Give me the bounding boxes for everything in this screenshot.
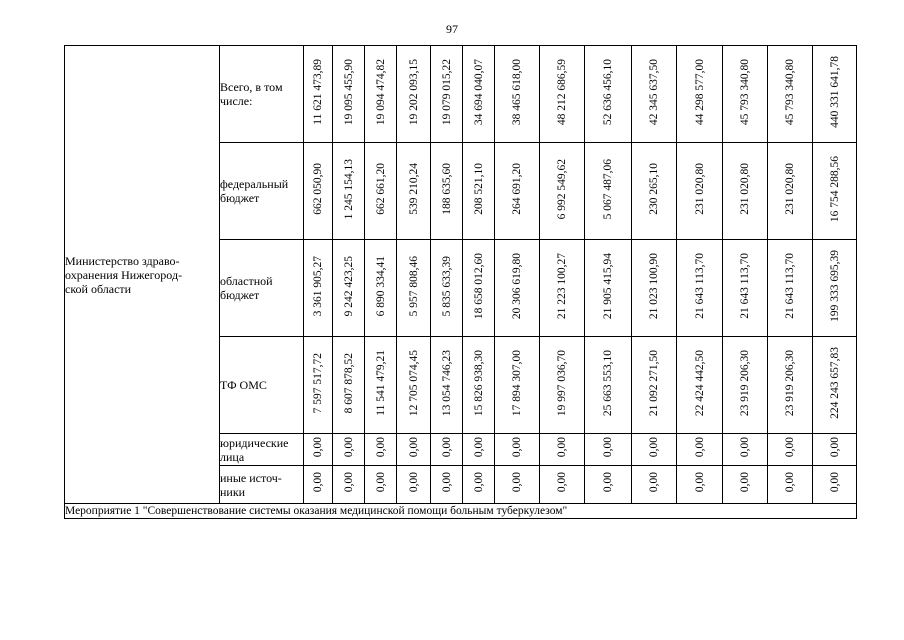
value-cell (333, 143, 365, 240)
value-text: 0,00 (739, 437, 751, 458)
value-text: 38 465 618,00 (511, 58, 523, 126)
value-text: 7 597 517,72 (312, 352, 324, 414)
value-cell (813, 434, 857, 466)
value-cell (632, 434, 677, 466)
value-cell (723, 46, 768, 143)
value-cell (723, 434, 768, 466)
value-text: 23 919 206,30 (784, 349, 796, 417)
financing-table (64, 45, 857, 519)
value-text: 11 621 473,89 (312, 59, 324, 125)
funding-source-line: Всего, в том (220, 80, 283, 94)
value-cell (463, 46, 495, 143)
value-text: 11 541 479,21 (374, 350, 387, 416)
value-text: 0,00 (342, 472, 355, 493)
funding-source-label (220, 143, 304, 240)
value-cell (304, 466, 333, 504)
value-cell (365, 337, 397, 434)
value-cell (333, 46, 365, 143)
value-cell (768, 143, 813, 240)
value-cell (723, 466, 768, 504)
value-text: 0,00 (602, 472, 614, 493)
funding-source-line: лица (220, 449, 245, 464)
value-text: 5 835 633,39 (440, 255, 453, 317)
value-cell (431, 143, 463, 240)
value-cell (495, 46, 540, 143)
value-cell (813, 240, 857, 337)
value-text: 0,00 (556, 437, 568, 458)
value-cell (585, 143, 632, 240)
table-row (65, 46, 857, 143)
value-text: 19 094 474,82 (374, 58, 387, 126)
value-cell (768, 434, 813, 466)
value-text: 19 997 036,70 (556, 349, 568, 417)
value-text: 0,00 (828, 472, 841, 493)
value-text: 0,00 (784, 472, 796, 493)
funding-source-line: бюджет (220, 288, 260, 302)
value-text: 208 521,10 (472, 163, 485, 215)
value-cell (333, 466, 365, 504)
value-cell (677, 143, 723, 240)
value-text: 21 643 113,70 (784, 253, 796, 319)
value-cell (723, 240, 768, 337)
organization-cell (65, 46, 220, 504)
value-text: 0,00 (472, 437, 485, 458)
value-text: 0,00 (312, 437, 324, 458)
value-cell (463, 240, 495, 337)
value-cell (813, 337, 857, 434)
value-text: 22 424 442,50 (693, 349, 706, 417)
value-cell (333, 434, 365, 466)
value-text: 230 265,10 (648, 163, 660, 215)
value-cell (632, 143, 677, 240)
funding-source-line: юридические (220, 435, 289, 450)
value-text: 48 212 686,59 (556, 58, 568, 126)
value-text: 21 905 415,94 (602, 252, 614, 320)
value-cell (495, 337, 540, 434)
value-cell (365, 143, 397, 240)
value-cell (397, 337, 431, 434)
organization-line: ской области (65, 281, 132, 296)
value-cell (333, 240, 365, 337)
value-cell (495, 143, 540, 240)
value-cell (431, 434, 463, 466)
funding-source-label (220, 466, 304, 504)
value-text: 539 210,24 (407, 163, 420, 215)
value-cell (463, 466, 495, 504)
value-text: 16 754 288,56 (828, 155, 841, 223)
funding-source-line: областной (220, 274, 273, 288)
value-cell (723, 143, 768, 240)
value-cell (495, 434, 540, 466)
funding-source-line: ТФ ОМС (220, 378, 267, 392)
funding-source-line: иные источ- (220, 470, 282, 485)
funding-source-line: бюджет (220, 191, 260, 205)
value-text: 17 894 307,00 (511, 349, 523, 417)
value-text: 662 050,90 (312, 163, 324, 215)
value-cell (768, 466, 813, 504)
value-text: 0,00 (374, 472, 387, 493)
value-cell (768, 240, 813, 337)
value-cell (365, 240, 397, 337)
value-text: 34 694 040,07 (472, 58, 485, 126)
value-text: 0,00 (739, 472, 751, 493)
value-cell (813, 46, 857, 143)
organization-line: охранения Нижегород- (65, 267, 183, 282)
value-cell (365, 434, 397, 466)
value-cell (585, 46, 632, 143)
value-text: 0,00 (784, 437, 796, 458)
value-cell (463, 434, 495, 466)
value-text: 25 663 553,10 (602, 349, 614, 417)
value-cell (397, 143, 431, 240)
value-text: 0,00 (602, 437, 614, 458)
value-cell (304, 337, 333, 434)
value-cell (632, 46, 677, 143)
funding-source-label (220, 240, 304, 337)
value-cell (677, 337, 723, 434)
value-text: 12 705 074,45 (407, 349, 420, 417)
value-cell (813, 143, 857, 240)
value-text: 21 643 113,70 (693, 253, 706, 319)
value-cell (540, 466, 585, 504)
value-cell (677, 46, 723, 143)
footer-row (65, 504, 857, 519)
value-cell (585, 337, 632, 434)
value-cell (495, 240, 540, 337)
value-text: 231 020,80 (693, 163, 706, 215)
value-cell (365, 466, 397, 504)
value-text: 0,00 (407, 472, 420, 493)
value-text: 0,00 (374, 437, 387, 458)
value-text: 1 245 154,13 (342, 158, 355, 220)
value-text: 231 020,80 (739, 163, 751, 215)
value-cell (723, 337, 768, 434)
funding-source-label (220, 337, 304, 434)
value-cell (677, 240, 723, 337)
value-text: 19 079 015,22 (440, 58, 453, 126)
value-text: 42 345 637,50 (648, 58, 660, 126)
value-cell (333, 337, 365, 434)
value-text: 45 793 340,80 (784, 58, 796, 126)
value-text: 20 306 619,80 (511, 252, 523, 320)
value-cell (365, 46, 397, 143)
value-cell (585, 434, 632, 466)
value-text: 8 607 878,52 (342, 352, 355, 414)
value-text: 188 635,60 (440, 163, 453, 215)
funding-source-line: числе: (220, 94, 253, 108)
value-text: 5 067 487,06 (602, 158, 614, 220)
value-cell (463, 337, 495, 434)
value-cell (495, 466, 540, 504)
value-cell (540, 337, 585, 434)
value-text: 0,00 (472, 472, 485, 493)
value-text: 0,00 (693, 472, 706, 493)
value-cell (632, 466, 677, 504)
value-text: 5 957 808,46 (407, 255, 420, 317)
value-text: 0,00 (828, 437, 841, 458)
value-cell (632, 337, 677, 434)
organization-line: Министерство здраво- (65, 253, 180, 268)
value-text: 0,00 (342, 437, 355, 458)
value-cell (540, 434, 585, 466)
value-cell (304, 143, 333, 240)
value-text: 15 826 938,30 (472, 349, 485, 417)
value-cell (632, 240, 677, 337)
value-cell (585, 466, 632, 504)
value-text: 6 890 334,41 (374, 255, 387, 317)
value-cell (540, 143, 585, 240)
value-text: 44 298 577,00 (693, 58, 706, 126)
value-cell (397, 466, 431, 504)
value-cell (304, 240, 333, 337)
value-cell (813, 466, 857, 504)
value-text: 23 919 206,30 (739, 349, 751, 417)
value-cell (431, 466, 463, 504)
value-text: 21 643 113,70 (739, 253, 751, 319)
value-text: 18 658 012,60 (472, 252, 485, 320)
page-number: 97 (446, 22, 458, 36)
value-text: 19 202 093,15 (407, 58, 420, 126)
funding-source-line: федеральный (220, 177, 289, 191)
value-text: 0,00 (440, 437, 453, 458)
value-text: 13 054 746,23 (440, 349, 453, 417)
value-cell (677, 434, 723, 466)
value-text: 199 333 695,39 (828, 250, 841, 322)
funding-source-label (220, 46, 304, 143)
measure-title: Мероприятие 1 "Совершенствование системы оказания медицинской помощи больным туберкулезом" (65, 504, 857, 519)
value-cell (431, 46, 463, 143)
value-text: 0,00 (440, 472, 453, 493)
value-text: 45 793 340,80 (739, 58, 751, 126)
value-text: 19 095 455,90 (342, 58, 355, 126)
value-text: 0,00 (648, 437, 660, 458)
value-cell (463, 143, 495, 240)
value-text: 52 636 456,10 (602, 58, 614, 126)
value-text: 662 661,20 (374, 163, 387, 215)
value-cell (397, 240, 431, 337)
funding-source-line: ники (220, 484, 246, 499)
value-text: 0,00 (693, 437, 706, 458)
value-cell (304, 46, 333, 143)
value-cell (768, 337, 813, 434)
value-text: 9 242 423,25 (342, 255, 355, 317)
value-text: 21 223 100,27 (556, 252, 568, 320)
value-cell (304, 434, 333, 466)
value-text: 3 361 905,27 (312, 255, 324, 317)
value-text: 0,00 (312, 472, 324, 493)
value-cell (540, 240, 585, 337)
value-cell (397, 46, 431, 143)
value-text: 231 020,80 (784, 163, 796, 215)
value-cell (585, 240, 632, 337)
value-cell (540, 46, 585, 143)
value-text: 6 992 549,62 (556, 158, 568, 220)
value-text: 21 023 100,90 (648, 252, 660, 320)
funding-source-label (220, 434, 304, 466)
value-text: 0,00 (556, 472, 568, 493)
value-text: 0,00 (648, 472, 660, 493)
value-cell (431, 240, 463, 337)
value-text: 0,00 (407, 437, 420, 458)
value-text: 0,00 (511, 472, 523, 493)
value-text: 224 243 657,83 (828, 347, 841, 419)
value-cell (677, 466, 723, 504)
value-cell (397, 434, 431, 466)
value-cell (768, 46, 813, 143)
value-text: 440 331 641,78 (828, 56, 841, 128)
value-text: 0,00 (511, 437, 523, 458)
value-text: 21 092 271,50 (648, 349, 660, 417)
value-text: 264 691,20 (511, 163, 523, 215)
value-cell (431, 337, 463, 434)
